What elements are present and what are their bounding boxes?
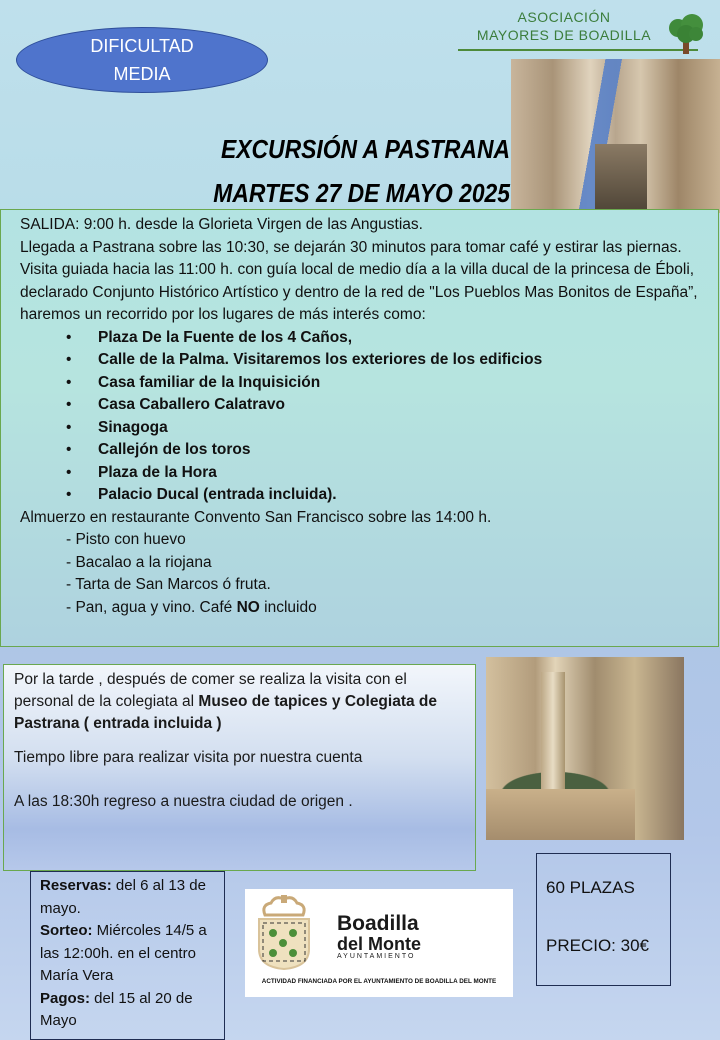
pricing-box <box>536 853 671 986</box>
list-item: • Plaza de la Hora <box>66 463 217 481</box>
list-item: • Casa familiar de la Inquisición <box>66 373 321 391</box>
coat-of-arms-icon <box>251 893 317 971</box>
street-photo <box>511 59 720 213</box>
guided-visit-text: Visita guiada hacia las 11:00 h. con guía local de medio día a la villa ducal de la princesa de Éboli, declarado Conjunto Histórico Artístico y dentro de la red de "Los Pueblos Mas Bonitos de España”, haremos un recorrido por los lugares de más interés como: <box>20 261 698 323</box>
list-item: • Calle de la Palma. Visitaremos los exteriores de los edificios <box>66 351 543 368</box>
difficulty-label: DIFICULTAD <box>90 36 194 56</box>
tree-icon <box>666 12 706 56</box>
financed-note: ACTIVIDAD FINANCIADA POR EL AYUNTAMIENTO DE BOADILLA DEL MONTE <box>261 978 497 985</box>
association-underline <box>458 49 698 51</box>
reservas-value: del 6 al 13 de mayo. <box>40 877 206 917</box>
menu-item: - Pisto con huevo <box>66 531 186 548</box>
association-logo <box>456 8 706 54</box>
association-line1: ASOCIACIÓN <box>517 9 611 25</box>
price-text: PRECIO: 30€ <box>546 936 649 955</box>
title-line1: EXCURSIÓN A PASTRANA <box>221 134 510 164</box>
sponsor-name-line3: AYUNTAMIENTO <box>337 953 416 960</box>
arrival-text: Llegada a Pastrana sobre las 10:30, se dejarán 30 minutos para tomar café y estirar las piernas. <box>20 238 682 256</box>
return-text: A las 18:30h regreso a nuestra ciudad de origen . <box>14 793 353 810</box>
lunch-text: Almuerzo en restaurante Convento San Francisco sobre las 14:00 h. <box>20 508 492 526</box>
afternoon-box <box>3 664 476 871</box>
fountain-photo <box>486 657 684 840</box>
sponsor-logo <box>245 889 513 997</box>
sorteo-value: Miércoles 14/5 a las 12:00h. en el centro María Vera <box>40 922 207 984</box>
departure-text: SALIDA: 9:00 h. desde la Glorieta Virgen de las Angustias. <box>20 216 423 233</box>
afternoon-intro: Por la tarde , después de comer se realiza la visita con el personal de la colegiata al Museo de tapices y Colegiata de Pastrana ( entrada incluida ) <box>14 671 438 732</box>
title-date: MARTES 27 DE MAYO 2025 <box>213 178 510 208</box>
pagos-label: Pagos: <box>40 989 91 1007</box>
menu-item: - Pan, agua y vino. Café NO incluido <box>66 598 317 616</box>
menu-item: - Tarta de San Marcos ó fruta. <box>66 576 271 593</box>
association-line2: MAYORES DE BOADILLA <box>476 27 652 43</box>
list-item: • Plaza De la Fuente de los 4 Caños, <box>66 328 353 346</box>
list-item: • Callejón de los toros <box>66 441 251 458</box>
pagos-value: del 15 al 20 de Mayo <box>40 989 193 1029</box>
sorteo-label: Sorteo: <box>40 922 93 939</box>
free-time-text: Tiempo libre para realizar visita por nuestra cuenta <box>14 749 363 766</box>
menu-item: - Bacalao a la riojana <box>66 553 212 571</box>
list-item: • Sinagoga <box>66 418 168 436</box>
list-item: • Palacio Ducal (entrada incluida). <box>66 486 337 503</box>
page-title <box>149 127 510 215</box>
difficulty-level: MEDIA <box>113 64 171 84</box>
booking-box <box>30 871 225 1040</box>
sponsor-name-line2: del Monte <box>337 934 421 954</box>
list-item: • Casa Caballero Calatravo <box>66 396 285 413</box>
sponsor-name-line1: Boadilla <box>337 912 419 935</box>
places-count: 60 PLAZAS <box>546 878 635 897</box>
itinerary-box <box>0 209 719 647</box>
difficulty-badge <box>16 27 268 93</box>
places-list <box>20 327 710 507</box>
reservas-label: Reservas: <box>40 877 112 894</box>
